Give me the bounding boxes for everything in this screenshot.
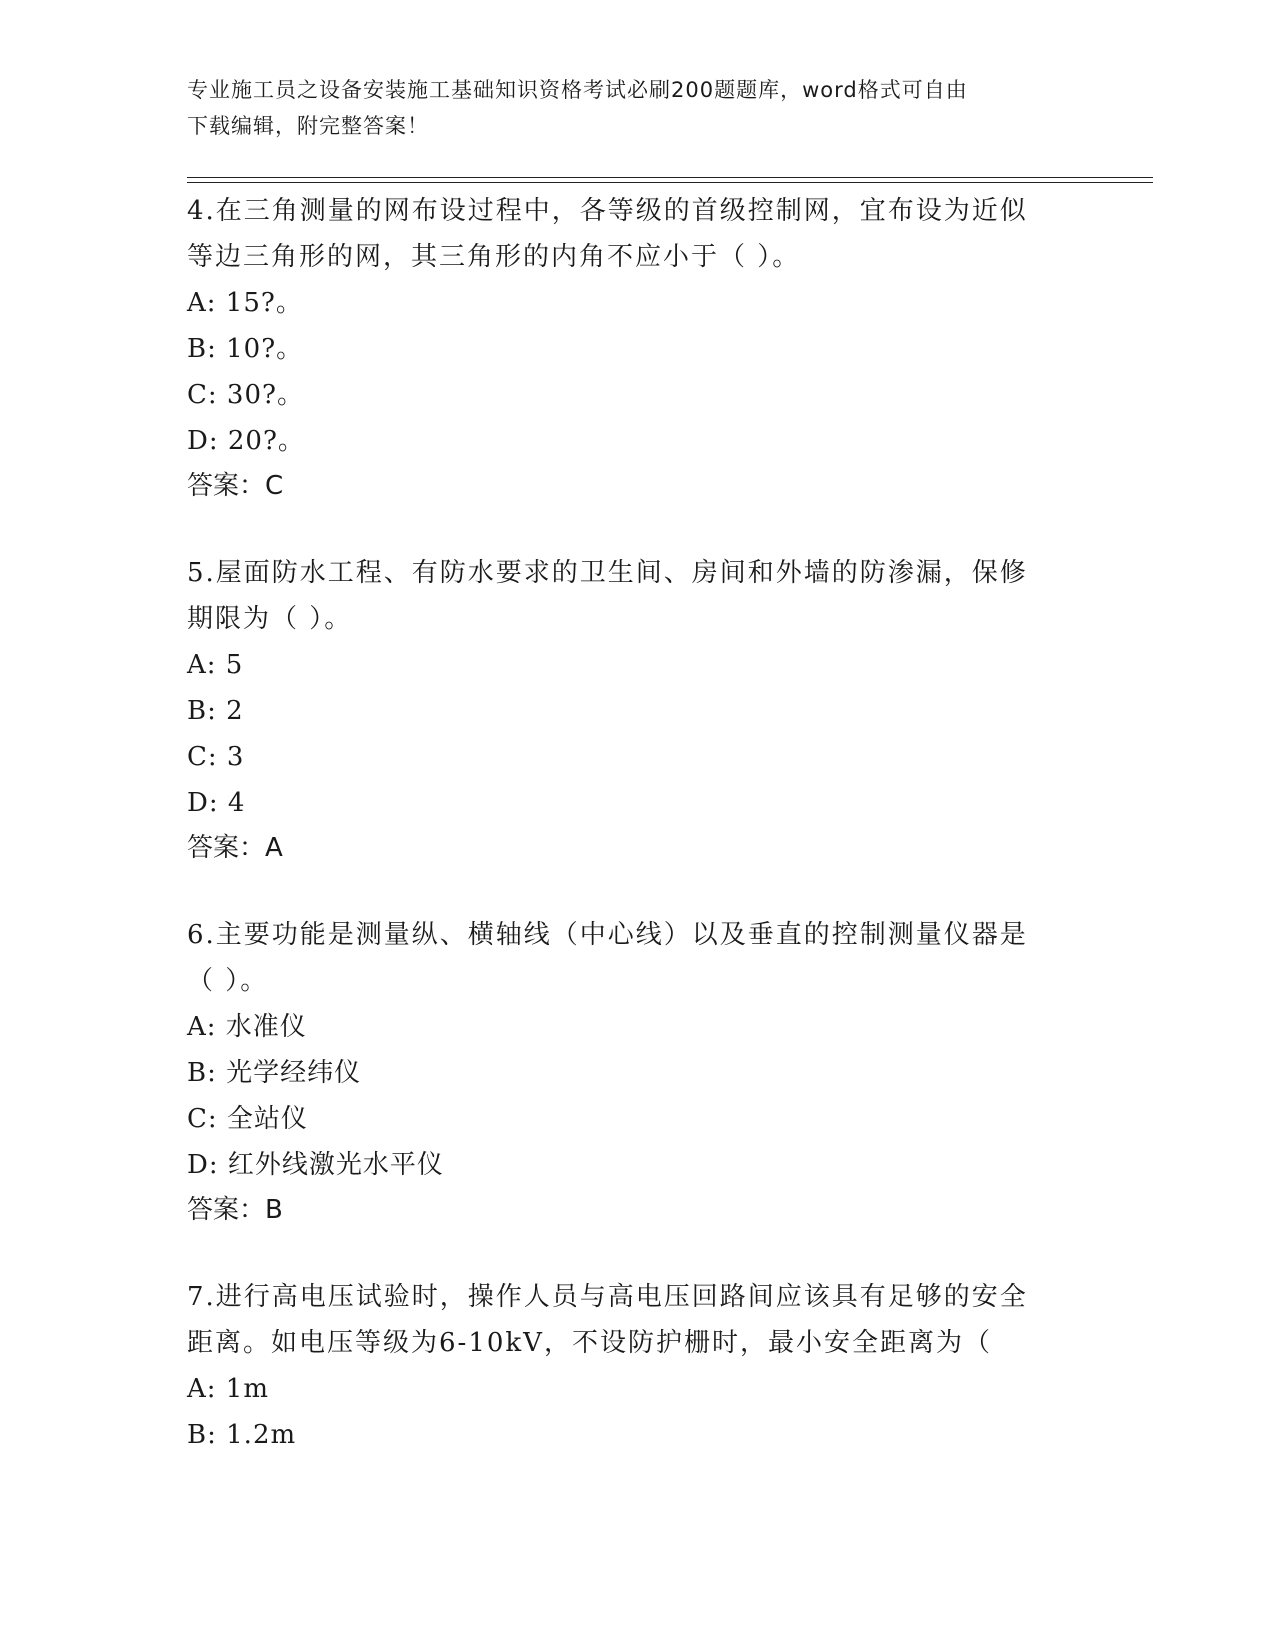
header-divider-bottom [187, 182, 1153, 183]
question-text-line: 距离。如电压等级为6-10kV，不设防护栅时，最小安全距离为（ [187, 1328, 992, 1358]
option-a: A: 1m [187, 1374, 269, 1404]
option-b: B: 光学经纬仪 [187, 1058, 362, 1088]
header-line-1: 专业施工员之设备安装施工基础知识资格考试必刷200题题库，word格式可自由 [187, 78, 968, 102]
question-list [187, 188, 1087, 1500]
option-b: B: 1.2m [187, 1420, 297, 1450]
option-d: D: 20?。 [187, 426, 305, 456]
question-text-line: 5.屋面防水工程、有防水要求的卫生间、房间和外墙的防渗漏，保修 [187, 558, 1028, 588]
question-text-line: （ ）。 [187, 966, 269, 996]
option-a: A: 5 [187, 650, 244, 680]
question-4 [187, 188, 1087, 508]
option-b: B: 2 [187, 696, 244, 726]
question-text-line: 期限为（ ）。 [187, 604, 353, 634]
option-c: C: 3 [187, 742, 245, 772]
header-line-2: 下载编辑，附完整答案！ [187, 114, 429, 138]
question-text-line: 4.在三角测量的网布设过程中，各等级的首级控制网，宜布设为近似 [187, 196, 1028, 226]
answer-label: 答案：A [187, 833, 283, 863]
option-c: C: 全站仪 [187, 1104, 308, 1134]
option-b: B: 10?。 [187, 334, 304, 364]
option-a: A: 水准仪 [187, 1012, 307, 1042]
question-7 [187, 1274, 1087, 1458]
question-5 [187, 550, 1087, 870]
option-a: A: 15?。 [187, 288, 303, 318]
question-6 [187, 912, 1087, 1232]
answer-label: 答案：B [187, 1195, 283, 1225]
option-d: D: 红外线激光水平仪 [187, 1150, 444, 1180]
option-c: C: 30?。 [187, 380, 304, 410]
question-text-line: 等边三角形的网，其三角形的内角不应小于（ ）。 [187, 242, 801, 272]
question-text-line: 7.进行高电压试验时，操作人员与高电压回路间应该具有足够的安全 [187, 1282, 1028, 1312]
answer-label: 答案：C [187, 471, 284, 501]
option-d: D: 4 [187, 788, 246, 818]
question-text-line: 6.主要功能是测量纵、横轴线（中心线）以及垂直的控制测量仪器是 [187, 920, 1028, 950]
header-divider-top [187, 177, 1153, 178]
document-header [187, 72, 1067, 144]
